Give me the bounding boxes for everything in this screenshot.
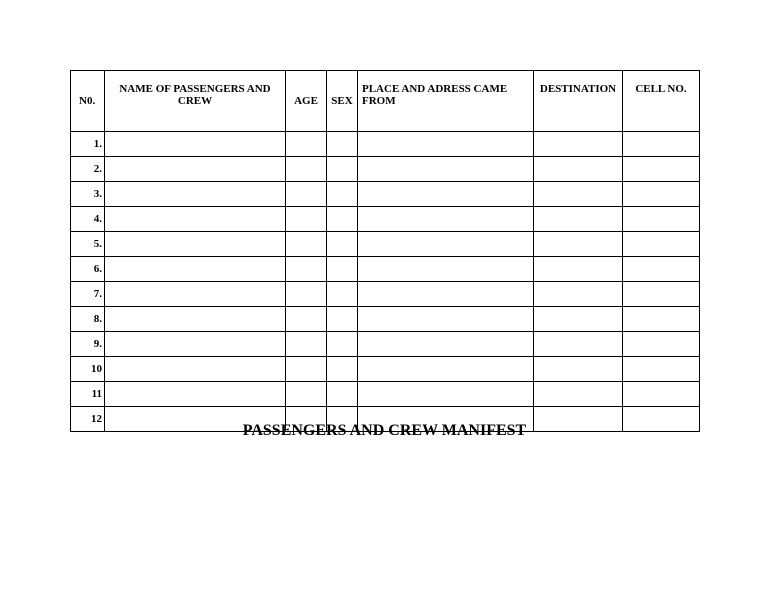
destination-cell [534,257,623,282]
row-number: 2. [71,157,105,182]
cell-no-cell [623,132,700,157]
manifest-table [70,70,700,432]
row-number: 10 [71,357,105,382]
destination-cell [534,357,623,382]
destination-cell [534,232,623,257]
place-cell [358,257,534,282]
cell-no-cell [623,307,700,332]
sex-cell [327,157,358,182]
place-cell [358,232,534,257]
place-cell [358,282,534,307]
sex-cell [327,282,358,307]
age-cell [286,132,327,157]
place-cell [358,207,534,232]
cell-no-cell [623,357,700,382]
table-row [71,207,700,232]
name-cell [105,307,286,332]
name-cell [105,132,286,157]
destination-cell [534,132,623,157]
place-cell [358,307,534,332]
column-header-sex: SEX [327,71,358,132]
sex-cell [327,207,358,232]
place-cell [358,332,534,357]
sex-cell [327,332,358,357]
row-number: 3. [71,182,105,207]
table-row [71,357,700,382]
sex-cell [327,182,358,207]
age-cell [286,332,327,357]
sex-cell [327,132,358,157]
table-row [71,182,700,207]
place-cell [358,382,534,407]
destination-cell [534,282,623,307]
column-header-place: PLACE AND ADRESS CAME FROM [358,71,534,132]
table-row [71,157,700,182]
age-cell [286,382,327,407]
table-row [71,282,700,307]
age-cell [286,257,327,282]
age-cell [286,307,327,332]
table-row [71,232,700,257]
name-cell [105,232,286,257]
column-header-destination: DESTINATION [534,71,623,132]
name-cell [105,382,286,407]
column-header-name: NAME OF PASSENGERS AND CREW [105,71,286,132]
sex-cell [327,382,358,407]
cell-no-cell [623,382,700,407]
name-cell [105,282,286,307]
sex-cell [327,232,358,257]
destination-cell [534,332,623,357]
row-number: 6. [71,257,105,282]
table-row [71,382,700,407]
column-header-age: AGE [286,71,327,132]
cell-no-cell [623,207,700,232]
name-cell [105,207,286,232]
place-cell [358,132,534,157]
row-number: 11 [71,382,105,407]
place-cell [358,182,534,207]
destination-cell [534,157,623,182]
cell-no-cell [623,282,700,307]
table-row [71,332,700,357]
cell-no-cell [623,182,700,207]
table-row [71,132,700,157]
table-row [71,257,700,282]
row-number: 1. [71,132,105,157]
row-number: 4. [71,207,105,232]
cell-no-cell [623,232,700,257]
age-cell [286,357,327,382]
row-number: 9. [71,332,105,357]
row-number: 7. [71,282,105,307]
cell-no-cell [623,332,700,357]
sex-cell [327,307,358,332]
cell-no-cell [623,157,700,182]
destination-cell [534,307,623,332]
destination-cell [534,382,623,407]
name-cell [105,357,286,382]
age-cell [286,157,327,182]
table-row [71,307,700,332]
age-cell [286,207,327,232]
column-header-no: N0. [71,71,105,132]
age-cell [286,282,327,307]
header-row [71,71,700,132]
row-number: 12 [71,407,105,432]
name-cell [105,332,286,357]
place-cell [358,157,534,182]
cell-no-cell [623,257,700,282]
name-cell [105,257,286,282]
row-number: 5. [71,232,105,257]
name-cell [105,182,286,207]
name-cell [105,157,286,182]
sex-cell [327,357,358,382]
destination-cell [534,207,623,232]
document-title: PASSENGERS AND CREW MANIFEST [242,422,527,439]
sex-cell [327,257,358,282]
age-cell [286,232,327,257]
destination-cell [534,182,623,207]
column-header-cell-no: CELL NO. [623,71,700,132]
manifest-body [71,132,700,432]
place-cell [358,357,534,382]
age-cell [286,182,327,207]
row-number: 8. [71,307,105,332]
